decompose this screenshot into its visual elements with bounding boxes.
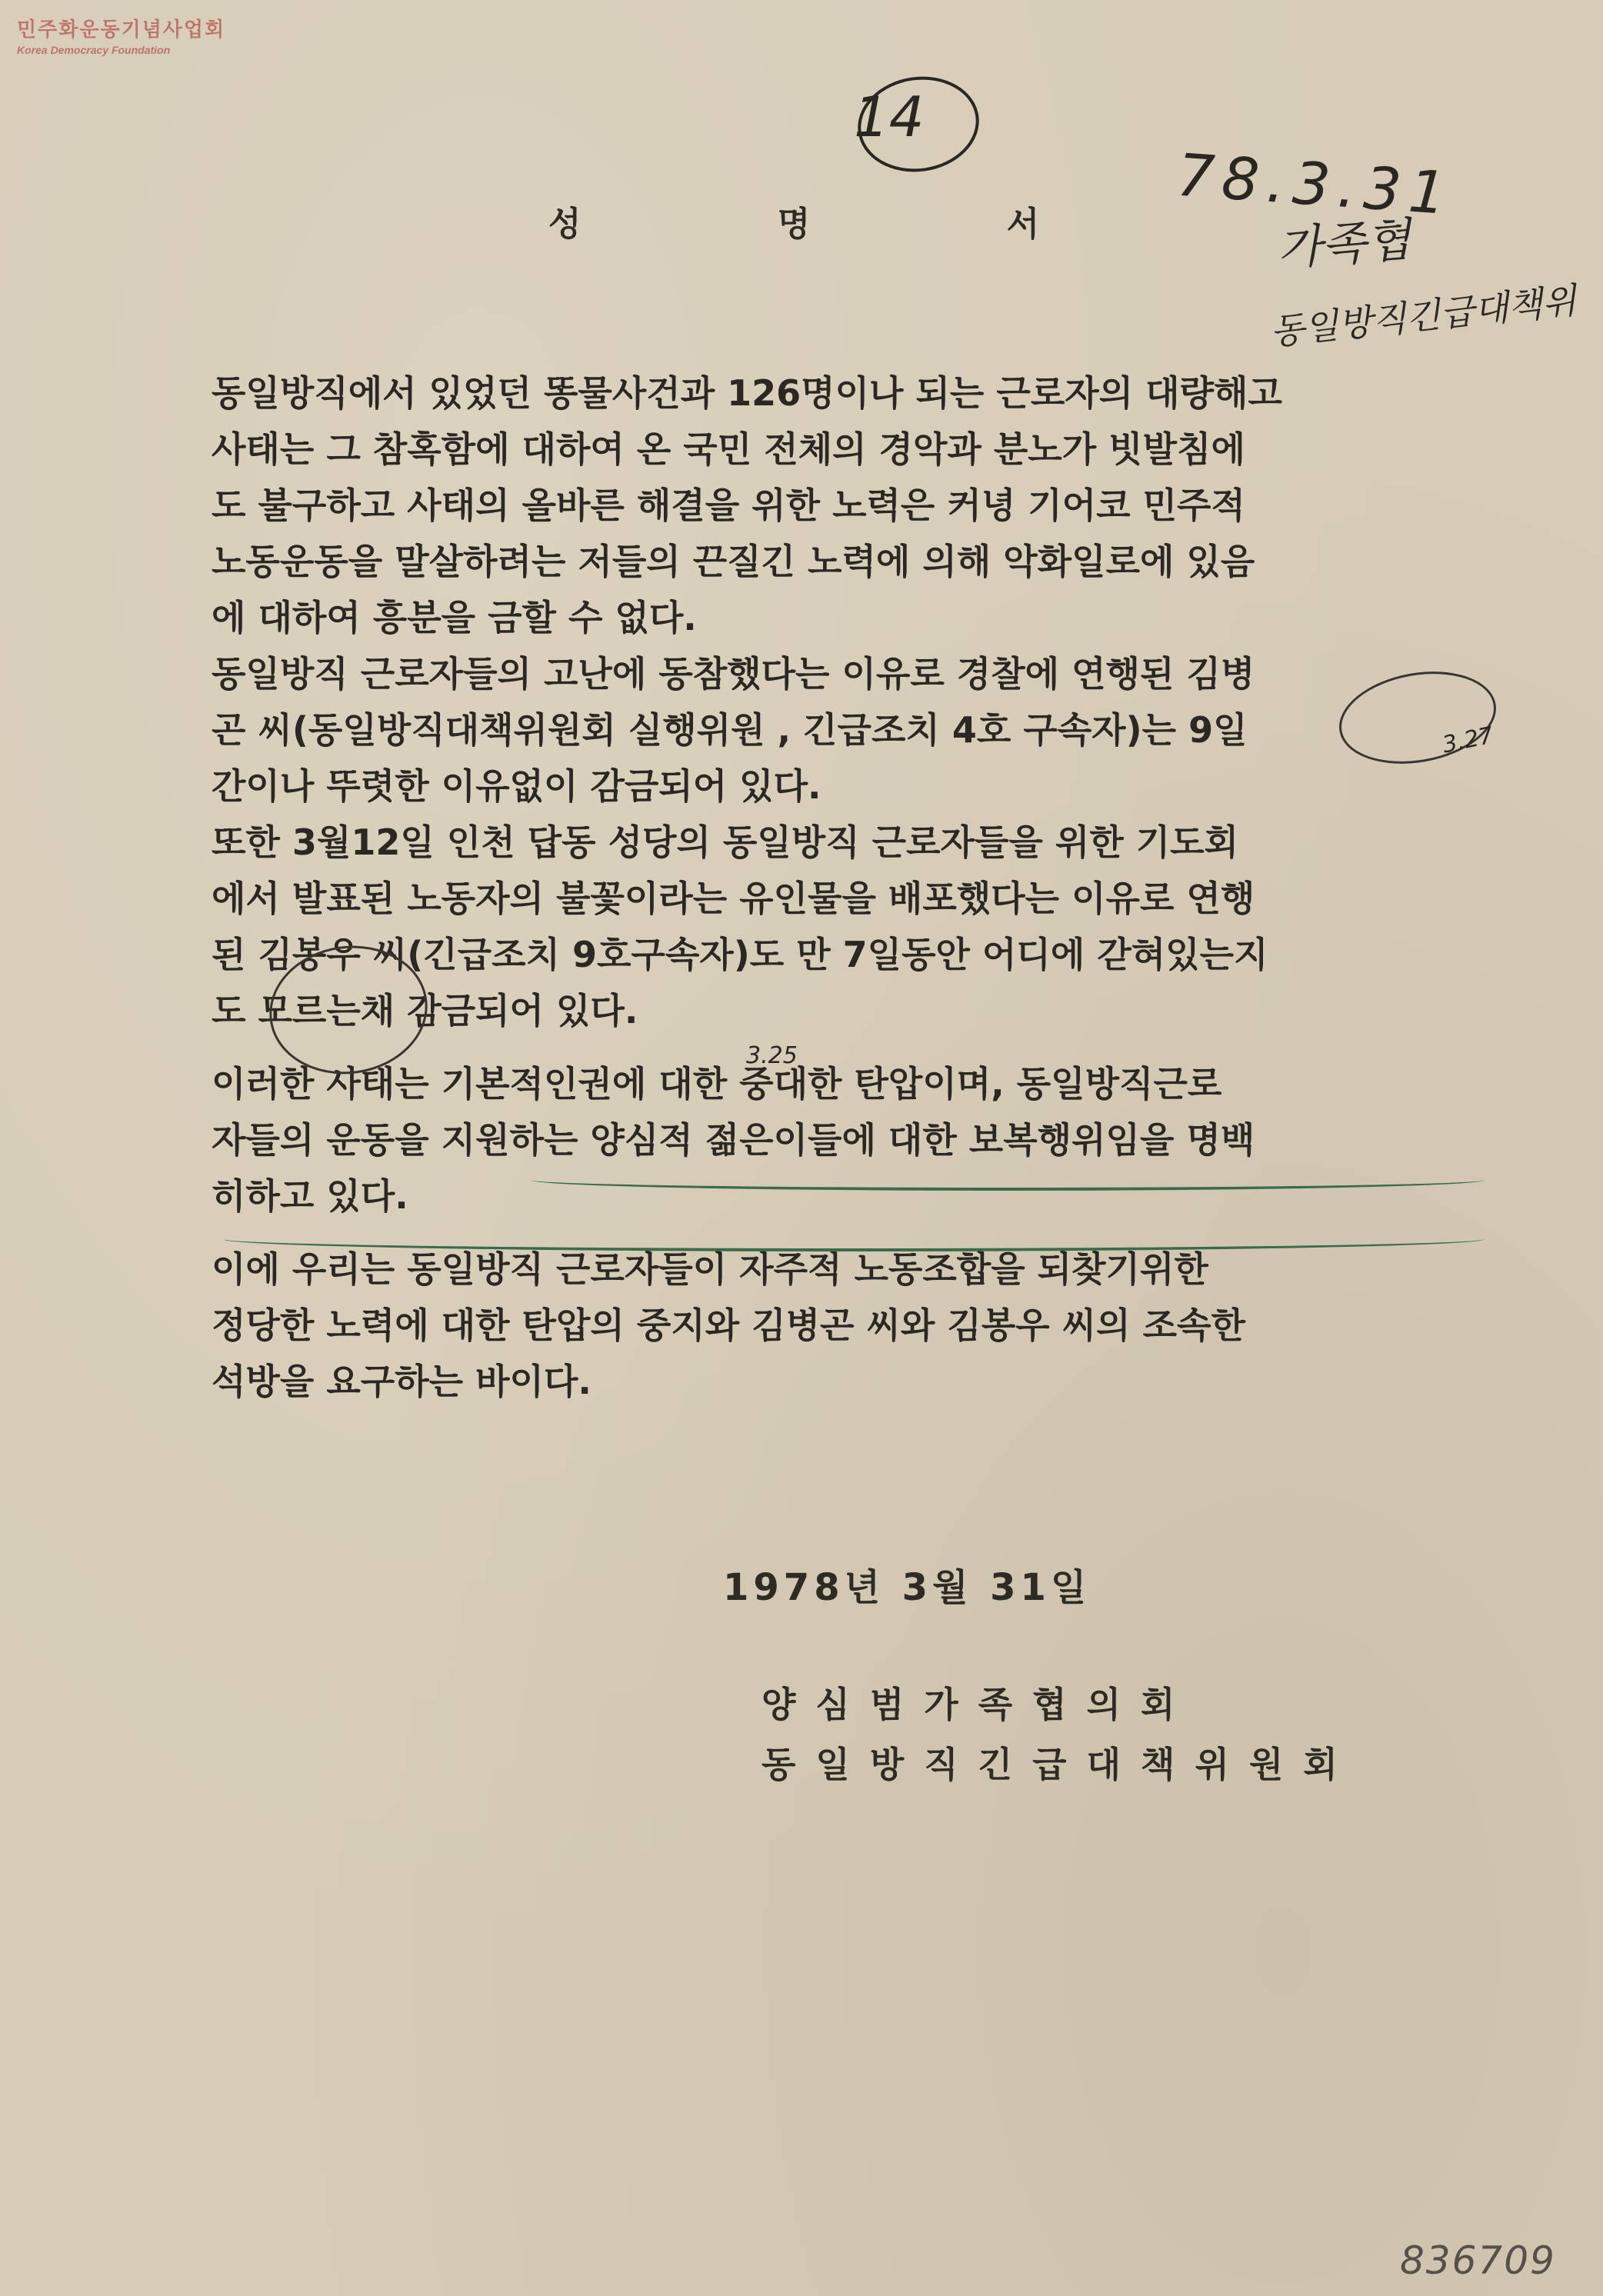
text-line: 동일방직 근로자들의 고난에 동참했다는 이유로 경찰에 연행된 김병 bbox=[212, 653, 1255, 695]
statement-body bbox=[212, 365, 1473, 1410]
margin-note-1: 3.27 bbox=[1440, 721, 1496, 759]
text-line: 자들의 운동을 지원하는 양심적 젊은이들에 대한 보복행위임을 명백 bbox=[212, 1119, 1255, 1161]
underline-mark-2 bbox=[223, 1227, 1485, 1251]
text-line: 사태는 그 참혹함에 대하여 온 국민 전체의 경악과 분노가 빗발침에 bbox=[212, 428, 1245, 470]
watermark-korean: 민주화운동기념사업회 bbox=[17, 18, 226, 42]
document-title: 성 명 서 bbox=[548, 205, 1132, 244]
handwritten-note-1: 가족협 bbox=[1275, 213, 1413, 276]
signatory-2: 동일방직긴급대책위원회 bbox=[762, 1744, 1358, 1785]
text-line: 에 대하여 흥분을 금할 수 없다. bbox=[212, 597, 697, 638]
text-line: 동일방직에서 있었던 똥물사건과 126명이나 되는 근로자의 대량해고 bbox=[212, 372, 1282, 414]
handwritten-page-number: 14 bbox=[854, 85, 925, 149]
text-line: 정당한 노력에 대한 탄압의 중지와 김병곤 씨와 김봉우 씨의 조속한 bbox=[212, 1305, 1245, 1346]
underline-mark-1 bbox=[531, 1169, 1485, 1191]
paragraph-2 bbox=[212, 646, 1473, 815]
issue-date: 1978년 3월 31일 bbox=[723, 1566, 1091, 1609]
text-line: 간이나 뚜렷한 이유없이 감금되어 있다. bbox=[212, 765, 821, 807]
text-line: 도 모르는채 감금되어 있다. bbox=[212, 990, 638, 1031]
text-line: 석방을 요구하는 바이다. bbox=[212, 1361, 592, 1402]
margin-note-2: 3.25 bbox=[746, 1042, 798, 1069]
text-line: 이에 우리는 동일방직 근로자들이 자주적 노동조합을 되찾기위한 bbox=[212, 1248, 1208, 1290]
text-line: 곤 씨(동일방직대책위원회 실행위원 , 긴급조치 4호 구속자)는 9일 bbox=[212, 709, 1248, 751]
archive-number: 836709 bbox=[1400, 2238, 1556, 2283]
text-line: 에서 발표된 노동자의 불꽃이라는 유인물을 배포했다는 이유로 연행 bbox=[212, 878, 1255, 919]
text-line: 노동운동을 말살하려는 저들의 끈질긴 노력에 의해 악화일로에 있음 bbox=[212, 541, 1255, 582]
text-line: 된 김봉우 씨(긴급조치 9호구속자)도 만 7일동안 어디에 갇혀있는지 bbox=[212, 934, 1268, 975]
watermark-english: Korea Democracy Foundation bbox=[17, 44, 171, 56]
paragraph-4 bbox=[212, 1056, 1473, 1225]
text-line: 도 불구하고 사태의 올바른 해결을 위한 노력은 커녕 기어코 민주적 bbox=[212, 485, 1245, 526]
text-line: 이러한 사태는 기본적인권에 대한 중대한 탄압이며, 동일방직근로 bbox=[212, 1063, 1222, 1105]
paragraph-5 bbox=[212, 1241, 1473, 1410]
signatory-1: 양심범가족협의회 bbox=[762, 1684, 1195, 1725]
text-line: 또한 3월12일 인천 답동 성당의 동일방직 근로자들을 위한 기도회 bbox=[212, 821, 1239, 863]
text-line: 히하고 있다. bbox=[212, 1175, 408, 1217]
handwritten-date: 78.3.31 bbox=[1175, 140, 1456, 228]
handwritten-note-2: 동일방직긴급대책위 bbox=[1268, 279, 1578, 353]
watermark bbox=[17, 14, 225, 56]
paragraph-1 bbox=[212, 365, 1473, 646]
